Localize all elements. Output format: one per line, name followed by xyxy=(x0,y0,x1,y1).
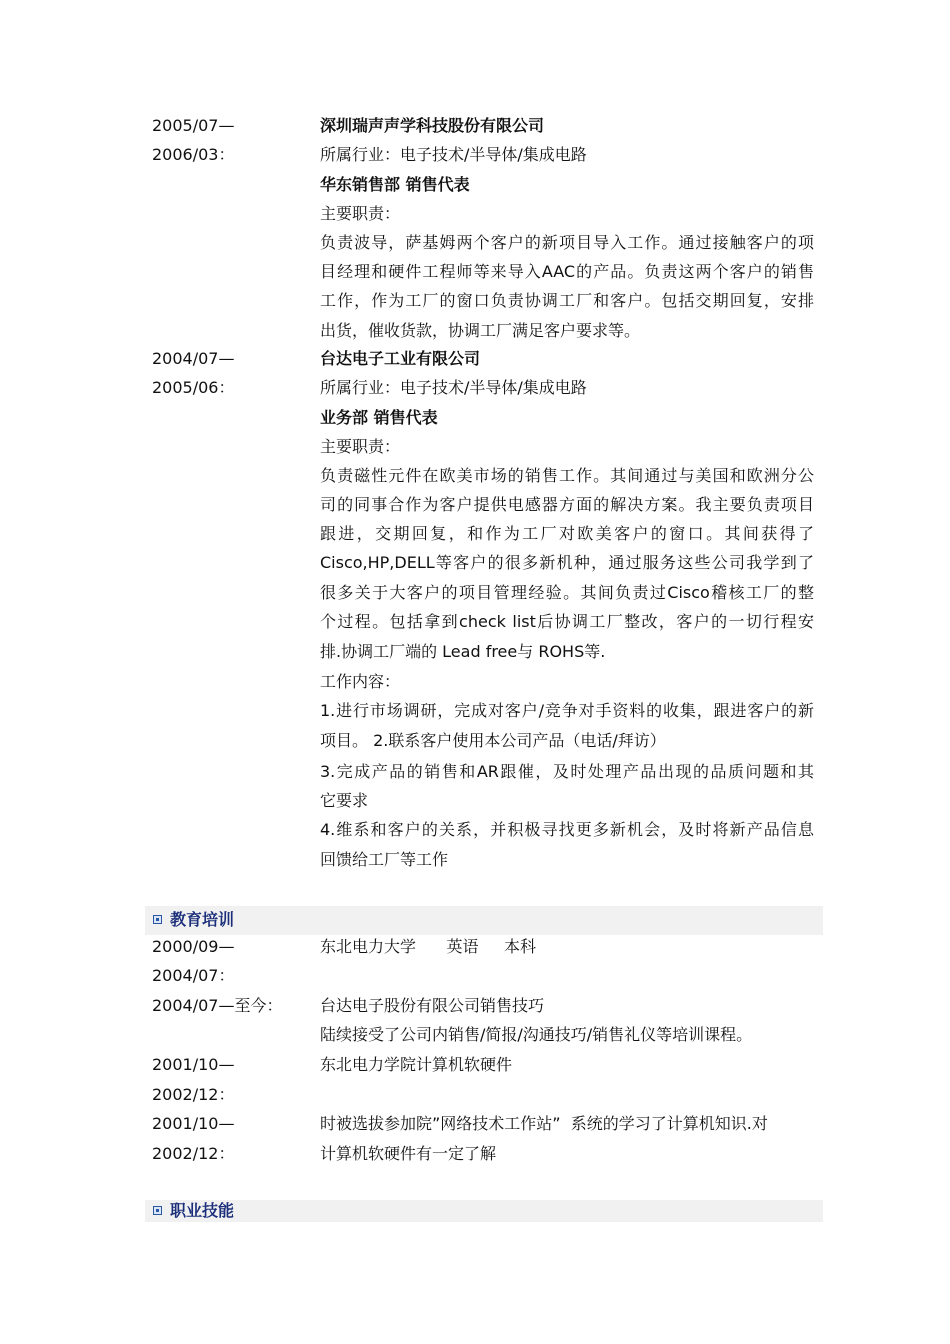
work2-date-end: 2005/06： xyxy=(152,378,235,397)
work2-content-line: 回馈给工厂等工作 xyxy=(320,850,449,869)
edu3-date-end: 2002/12： xyxy=(152,1085,235,1104)
work1-date-end: 2006/03： xyxy=(152,145,235,164)
work2-content-label: 工作内容： xyxy=(320,672,401,691)
work1-duties-line: 工作，作为工厂的窗口负责协调工厂和客户。包括交期回复，安排 xyxy=(320,291,814,310)
edu3-line: 东北电力学院计算机软硬件 xyxy=(320,1055,513,1074)
edu1-line: 东北电力大学 英语 本科 xyxy=(320,937,536,956)
work2-duties-line: Cisco,HP,DELL等客户的很多新机种，通过服务这些公司我学到了 xyxy=(320,553,814,572)
section-icon xyxy=(153,915,162,924)
work1-duties-line: 负责波导，萨基姆两个客户的新项目导入工作。通过接触客户的项 xyxy=(320,233,814,252)
edu3-date-start: 2001/10— xyxy=(152,1055,235,1074)
work2-industry: 所属行业：电子技术/半导体/集成电路 xyxy=(320,378,587,397)
edu1-date-end: 2004/07： xyxy=(152,966,235,985)
work1-company: 深圳瑞声声学科技股份有限公司 xyxy=(320,116,545,135)
work1-date-start: 2005/07— xyxy=(152,116,235,135)
edu2-date-start: 2004/07—至今： xyxy=(152,996,283,1015)
work2-content-line: 3.完成产品的销售和AR跟催，及时处理产品出现的品质问题和其 xyxy=(320,762,814,781)
skills-heading: 职业技能 xyxy=(170,1201,235,1220)
work1-duties-label: 主要职责： xyxy=(320,204,401,223)
work2-content-line: 4.维系和客户的关系，并积极寻找更多新机会，及时将新产品信息 xyxy=(320,820,814,839)
work1-industry: 所属行业：电子技术/半导体/集成电路 xyxy=(320,145,587,164)
work2-duties-line: 排.协调工厂端的 Lead free与 ROHS等. xyxy=(320,642,606,661)
work2-duties-label: 主要职责： xyxy=(320,437,401,456)
section-icon xyxy=(153,1206,162,1215)
education-section-header xyxy=(145,906,823,935)
work2-duties-line: 个过程。包括拿到check list后协调工厂整改，客户的一切行程安 xyxy=(320,612,814,631)
work2-duties-line: 司的同事合作为客户提供电感器方面的解决方案。我主要负责项目 xyxy=(320,495,814,514)
edu2-line: 陆续接受了公司内销售/简报/沟通技巧/销售礼仪等培训课程。 xyxy=(320,1025,753,1044)
work1-dept-title: 华东销售部 销售代表 xyxy=(320,175,470,194)
edu4-date-start: 2001/10— xyxy=(152,1114,235,1133)
work2-dept-title: 业务部 销售代表 xyxy=(320,408,438,427)
work2-date-start: 2004/07— xyxy=(152,349,235,368)
work1-duties-line: 目经理和硬件工程师等来导入AAC的产品。负责这两个客户的销售 xyxy=(320,262,814,281)
edu4-date-end: 2002/12： xyxy=(152,1144,235,1163)
work2-duties-line: 负责磁性元件在欧美市场的销售工作。其间通过与美国和欧洲分公 xyxy=(320,466,814,485)
work2-company: 台达电子工业有限公司 xyxy=(320,349,481,368)
skills-section-header xyxy=(145,1200,823,1222)
work2-content-line: 它要求 xyxy=(320,791,369,810)
edu2-line: 台达电子股份有限公司销售技巧 xyxy=(320,996,545,1015)
work2-duties-line: 很多关于大客户的项目管理经验。其间负责过Cisco稽核工厂的整 xyxy=(320,583,814,602)
work2-content-line: 项目。 2.联系客户使用本公司产品（电话/拜访） xyxy=(320,731,666,750)
work1-duties-line: 出货，催收货款，协调工厂满足客户要求等。 xyxy=(320,321,641,340)
edu1-date-start: 2000/09— xyxy=(152,937,235,956)
work2-content-line: 1.进行市场调研，完成对客户/竞争对手资料的收集，跟进客户的新 xyxy=(320,701,814,720)
edu4-line: 时被选拔参加院”网络技术工作站” 系统的学习了计算机知识.对 xyxy=(320,1114,768,1133)
work2-duties-line: 跟进，交期回复，和作为工厂对欧美客户的窗口。其间获得了 xyxy=(320,524,814,543)
edu4-line: 计算机软硬件有一定了解 xyxy=(320,1144,497,1163)
education-heading: 教育培训 xyxy=(170,910,235,929)
